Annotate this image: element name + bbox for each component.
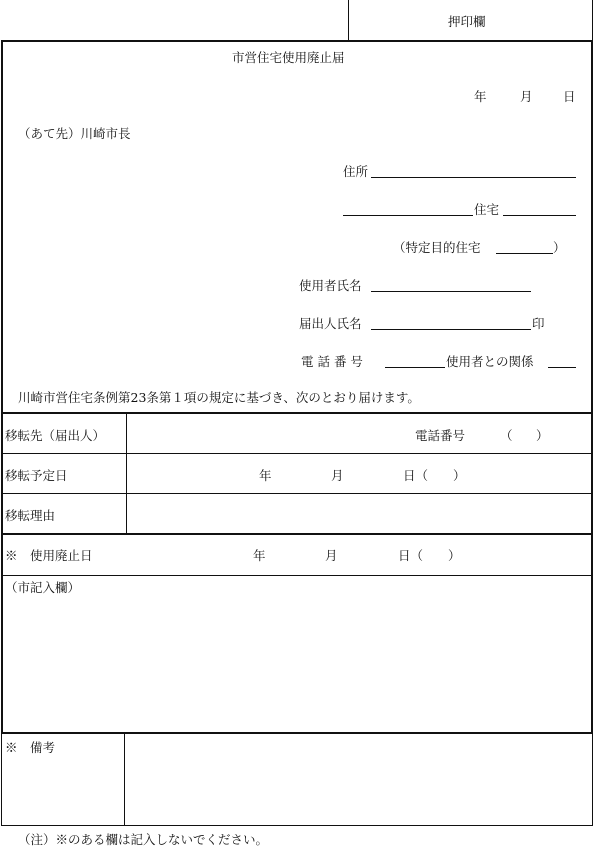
city-entry-label: （市記入欄） (5, 580, 81, 595)
housing-suffix: 住宅 (474, 202, 500, 217)
address-label: 住所 (343, 164, 369, 179)
date-month: 月 (520, 89, 533, 104)
housing-name-field[interactable] (343, 215, 473, 216)
destination-phone-open: （ (500, 428, 513, 443)
discontinue-date-year: 年 (253, 548, 266, 563)
seal-mark: 印 (532, 316, 545, 331)
date-day: 日 (563, 89, 576, 104)
move-date-month: 月 (331, 468, 344, 483)
table-top-border (1, 412, 593, 414)
move-date-day: 日（ (403, 468, 429, 483)
table-row-divider-1 (1, 453, 593, 454)
city-entry-divider (1, 575, 593, 576)
move-date-close: ） (453, 468, 466, 483)
move-date-year: 年 (259, 468, 272, 483)
destination-phone-close: ） (536, 428, 549, 443)
submitter-name-field[interactable] (371, 329, 531, 330)
date-year: 年 (474, 89, 487, 104)
relation-field[interactable] (548, 367, 576, 368)
discontinue-date-month: 月 (325, 548, 338, 563)
address-field[interactable] (371, 177, 576, 178)
special-housing-close: ） (553, 240, 566, 255)
discontinue-date-close: ） (448, 548, 461, 563)
remarks-label: ※ 備考 (5, 740, 56, 755)
footnote: （注）※のある欄は記入しないでください。 (18, 832, 269, 847)
housing-number-field[interactable] (503, 215, 576, 216)
destination-label: 移転先（届出人） (5, 428, 106, 443)
special-housing-field[interactable] (496, 253, 553, 254)
form-title: 市営住宅使用廃止届 (232, 50, 345, 65)
discontinue-date-label: ※ 使用廃止日 (5, 548, 93, 563)
remarks-column-divider (124, 734, 125, 826)
move-date-label: 移転予定日 (5, 468, 68, 483)
phone-field[interactable] (385, 367, 445, 368)
remarks-box (1, 734, 593, 826)
stamp-label: 押印欄 (448, 14, 486, 29)
table-column-divider (126, 413, 127, 534)
table-row-divider-2 (1, 493, 593, 494)
statement: 川崎市営住宅条例第23条第１項の規定に基づき、次のとおり届けます。 (18, 390, 420, 405)
move-reason-label: 移転理由 (5, 508, 56, 523)
user-name-label: 使用者氏名 (299, 278, 362, 293)
table-bottom-border (1, 533, 593, 535)
discontinue-date-day: 日（ (398, 548, 424, 563)
destination-phone-label: 電話番号 (415, 428, 466, 443)
submitter-name-label: 届出人氏名 (299, 316, 362, 331)
relation-label: 使用者との関係 (446, 354, 534, 369)
addressee: （あて先）川崎市長 (18, 126, 131, 141)
user-name-field[interactable] (371, 291, 531, 292)
special-housing-open: （特定目的住宅 (393, 240, 481, 255)
phone-label: 電 話 番 号 (301, 354, 363, 369)
form-box (1, 40, 593, 734)
